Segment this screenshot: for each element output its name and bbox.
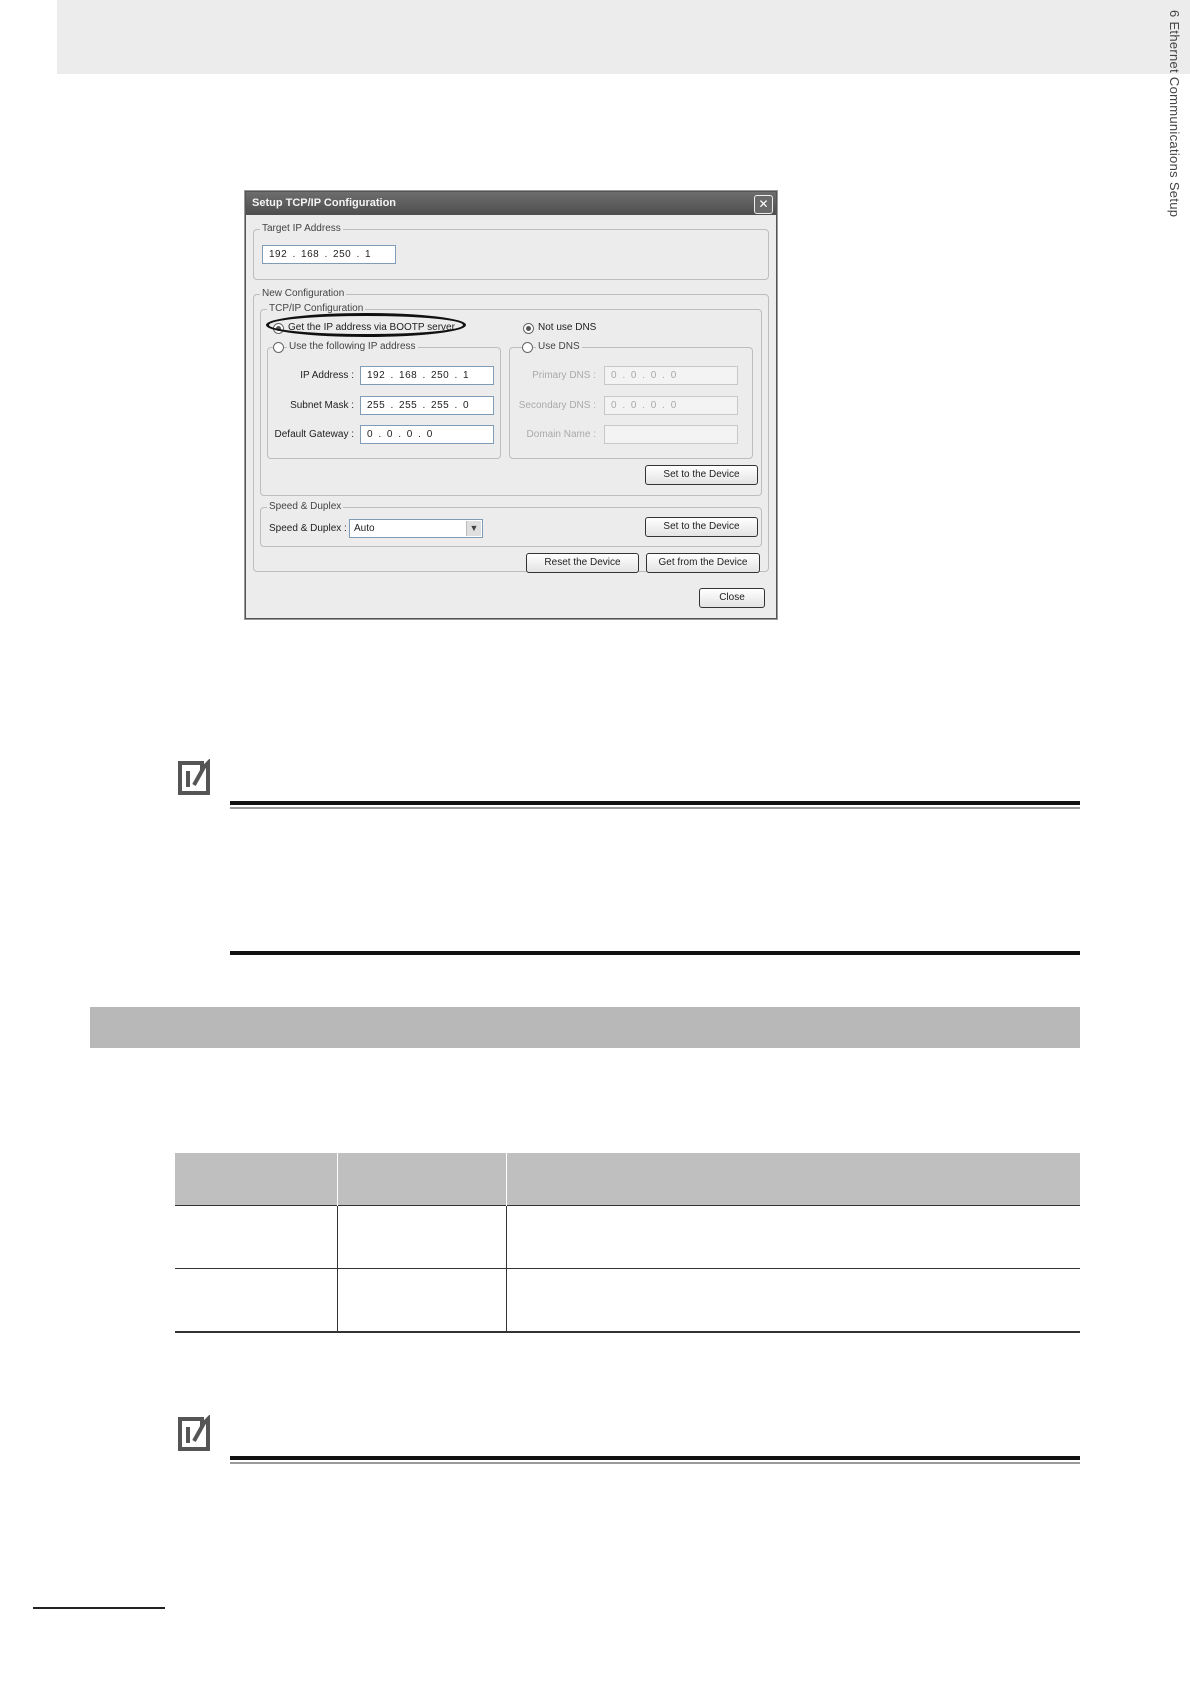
table-cell bbox=[507, 1269, 1081, 1333]
footer-line bbox=[33, 1607, 165, 1609]
dialog-title: Setup TCP/IP Configuration bbox=[252, 197, 397, 209]
table-row bbox=[175, 1269, 1080, 1333]
table-header-cell bbox=[175, 1153, 338, 1206]
table-cell bbox=[175, 1206, 338, 1269]
important-top-subrule bbox=[230, 807, 1080, 809]
get-from-device-button[interactable]: Get from the Device bbox=[646, 553, 760, 573]
section-heading-band bbox=[90, 1007, 1080, 1048]
primary-dns-label: Primary DNS : bbox=[532, 370, 596, 381]
table-header-cell bbox=[507, 1153, 1081, 1206]
target-ip-group bbox=[253, 223, 769, 280]
tcpip-config-dialog bbox=[245, 191, 777, 619]
target-ip-group-label: Target IP Address bbox=[262, 223, 341, 234]
ip-address-input[interactable]: 192 . 168 . 250 . 1 bbox=[360, 366, 494, 385]
page-header-band bbox=[57, 0, 1190, 74]
target-ip-input[interactable]: 192 . 168 . 250 . 1 bbox=[262, 245, 396, 264]
settings-table bbox=[175, 1153, 1080, 1333]
title-bar bbox=[246, 192, 776, 215]
table-header-row bbox=[175, 1153, 1080, 1206]
speed-set-to-device-button[interactable]: Set to the Device bbox=[645, 517, 758, 537]
new-config-group-label: New Configuration bbox=[262, 288, 345, 299]
vertical-section-label: 6 Ethernet Communications Setup bbox=[1167, 10, 1182, 218]
highlight-ellipse bbox=[266, 313, 466, 337]
table-cell bbox=[338, 1269, 507, 1333]
speed-duplex-label: Speed & Duplex : bbox=[269, 523, 347, 534]
table-cell bbox=[338, 1206, 507, 1269]
bootp-radio-label: Get the IP address via BOOTP server bbox=[288, 322, 455, 333]
ip-address-label: IP Address : bbox=[300, 370, 354, 381]
table-row bbox=[175, 1206, 1080, 1269]
table-cell bbox=[507, 1206, 1081, 1269]
table-header-cell bbox=[338, 1153, 507, 1206]
set-to-device-button[interactable]: Set to the Device bbox=[645, 465, 758, 485]
close-icon[interactable]: ✕ bbox=[754, 195, 773, 214]
subnet-mask-input[interactable]: 255 . 255 . 255 . 0 bbox=[360, 396, 494, 415]
important-top-subrule bbox=[230, 1462, 1080, 1464]
close-button[interactable]: Close bbox=[699, 588, 765, 608]
default-gateway-label: Default Gateway : bbox=[274, 429, 354, 440]
no-dns-radio[interactable] bbox=[523, 323, 534, 334]
subnet-mask-label: Subnet Mask : bbox=[290, 400, 354, 411]
important-top-rule bbox=[230, 1456, 1080, 1460]
fixed-ip-radio[interactable] bbox=[273, 342, 284, 353]
tcpip-group bbox=[260, 303, 762, 496]
important-top-rule bbox=[230, 801, 1080, 805]
domain-name-label: Domain Name : bbox=[526, 429, 596, 440]
fixed-ip-radio-label: Use the following IP address bbox=[289, 341, 416, 352]
important-icon bbox=[176, 1415, 212, 1455]
speed-duplex-value: Auto bbox=[354, 523, 375, 534]
tcpip-group-label: TCP/IP Configuration bbox=[269, 303, 364, 314]
reset-device-button[interactable]: Reset the Device bbox=[526, 553, 639, 573]
primary-dns-input[interactable]: 0 . 0 . 0 . 0 bbox=[604, 366, 738, 385]
speed-duplex-select[interactable] bbox=[349, 519, 483, 538]
use-dns-radio[interactable] bbox=[522, 342, 533, 353]
important-icon bbox=[176, 759, 212, 799]
secondary-dns-label: Secondary DNS : bbox=[518, 400, 596, 411]
no-dns-radio-label: Not use DNS bbox=[538, 322, 597, 333]
speed-duplex-group-label: Speed & Duplex bbox=[269, 501, 342, 512]
important-bottom-rule bbox=[230, 951, 1080, 955]
dns-group bbox=[509, 341, 753, 459]
domain-name-input[interactable] bbox=[604, 425, 738, 444]
table-cell bbox=[175, 1269, 338, 1333]
fixed-ip-group bbox=[267, 341, 501, 459]
chevron-down-icon[interactable]: ▼ bbox=[466, 521, 481, 536]
default-gateway-input[interactable]: 0 . 0 . 0 . 0 bbox=[360, 425, 494, 444]
use-dns-radio-label: Use DNS bbox=[538, 341, 580, 352]
speed-duplex-group bbox=[260, 501, 762, 547]
secondary-dns-input[interactable]: 0 . 0 . 0 . 0 bbox=[604, 396, 738, 415]
